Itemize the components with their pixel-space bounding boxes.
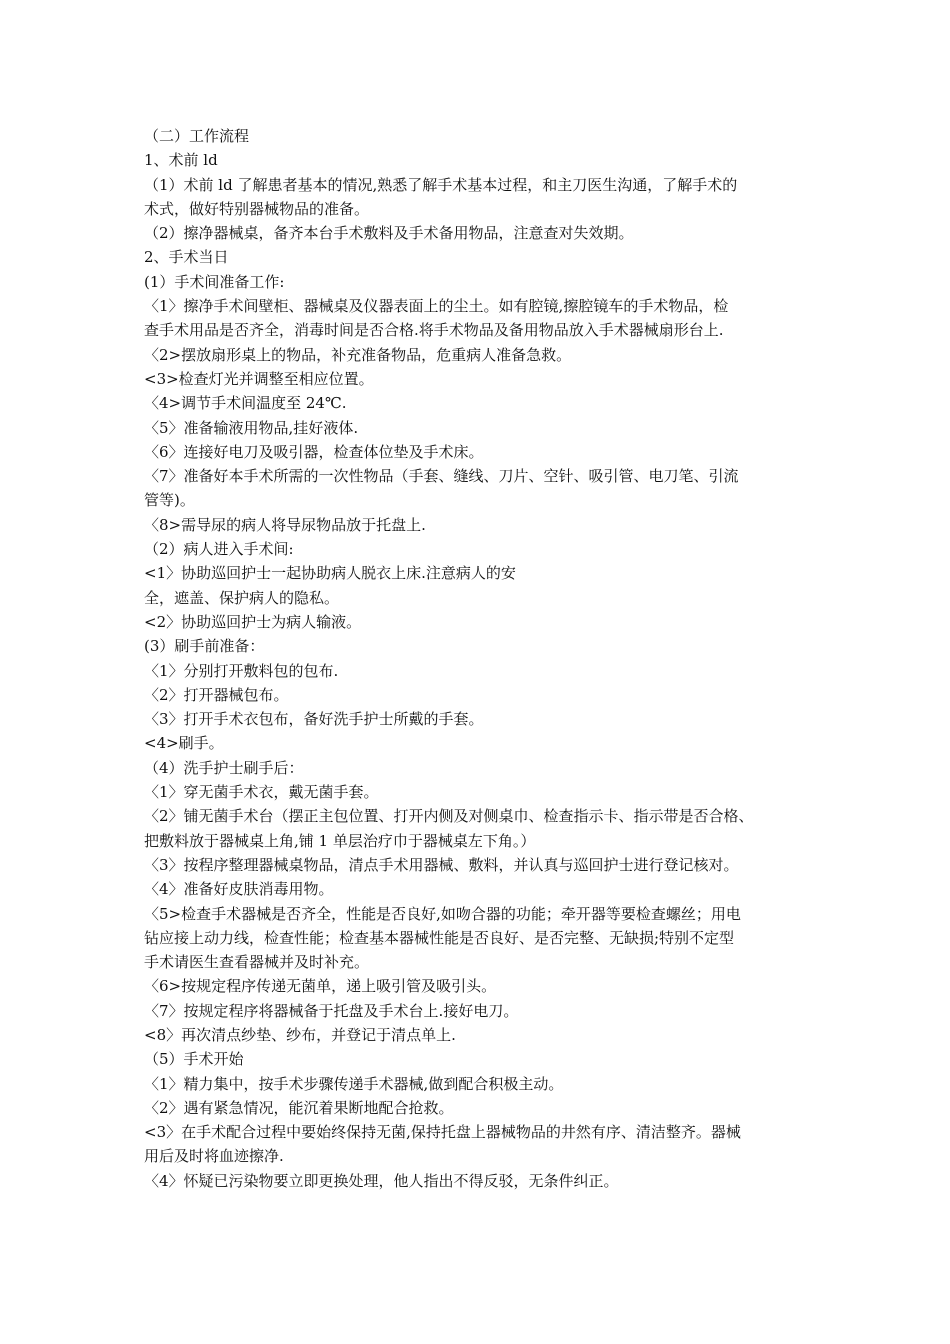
text-line: 〈7〉准备好本手术所需的一次性物品（手套、缝线、刀片、空针、吸引管、电刀笔、引流 bbox=[144, 467, 739, 486]
text-line: 〈6〉连接好电刀及吸引器，检查体位垫及手术床。 bbox=[144, 442, 484, 461]
text-line: 〈2〉铺无菌手术台（摆正主包位置、打开内侧及对侧桌巾、检查指示卡、指示带是否合格、 bbox=[144, 807, 754, 826]
document-body bbox=[144, 124, 812, 1193]
text-line: <2〉协助巡回护士为病人输液。 bbox=[144, 612, 362, 631]
text-line: 〈8>需导尿的病人将导尿物品放于托盘上. bbox=[144, 515, 426, 534]
text-line: （二）工作流程 bbox=[144, 127, 250, 145]
text-line: （1）术前 ld 了解患者基本的情况,熟悉了解手术基本过程，和主刀医生沟通，了解手术的 bbox=[144, 175, 738, 194]
text-line: 术式，做好特别器械物品的准备。 bbox=[144, 199, 370, 218]
text-line: (3）刷手前准备： bbox=[144, 637, 265, 656]
text-line: 〈2〉打开器械包布。 bbox=[144, 685, 289, 704]
text-line: 〈4>调节手术间温度至 24℃. bbox=[144, 394, 347, 413]
text-line: 〈2>摆放扇形桌上的物品，补充准备物品，危重病人准备急救。 bbox=[144, 345, 572, 364]
text-line: 〈7〉按规定程序将器械备于托盘及手术台上.接好电刀。 bbox=[144, 1001, 519, 1020]
text-line: 〈2〉遇有紧急情况，能沉着果断地配合抢救。 bbox=[144, 1098, 454, 1117]
text-line: 用后及时将血迹擦净. bbox=[144, 1147, 284, 1166]
text-line: 〈3〉按程序整理器械桌物品，清点手术用器械、敷料，并认真与巡回护士进行登记核对。 bbox=[144, 855, 739, 874]
text-line: 把敷料放于器械桌上角,铺 1 单层治疗巾于器械桌左下角。） bbox=[144, 831, 536, 850]
text-line: 〈4〉准备好皮肤消毒用物。 bbox=[144, 880, 334, 899]
text-line: （2）病人进入手术间: bbox=[144, 540, 294, 559]
text-line: <8〉再次清点纱垫、纱布，并登记于清点单上. bbox=[144, 1025, 456, 1044]
text-line: 2、手术当日 bbox=[144, 248, 229, 267]
text-line: 全，遮盖、保护病人的隐私。 bbox=[144, 588, 340, 607]
text-line: 〈1〉穿无菌手术衣，戴无菌手套。 bbox=[144, 783, 379, 802]
text-line: 〈1〉精力集中，按手术步骤传递手术器械,做到配合积极主动。 bbox=[144, 1074, 564, 1093]
text-line: 查手术用品是否齐全，消毒时间是否合格.将手术物品及备用物品放入手术器械扇形台上. bbox=[144, 321, 724, 340]
text-line: 手术请医生查看器械并及时补充。 bbox=[144, 953, 370, 972]
text-line: 〈6>按规定程序传递无菌单，递上吸引管及吸引头。 bbox=[144, 977, 497, 996]
text-line: <3〉在手术配合过程中要始终保持无菌,保持托盘上器械物品的井然有序、清洁整齐。器械 bbox=[144, 1123, 741, 1142]
text-line: （4）洗手护士刷手后： bbox=[144, 758, 304, 777]
text-line: （2）擦净器械桌，备齐本台手术敷料及手术备用物品，注意查对失效期。 bbox=[144, 224, 634, 243]
text-line: 〈5〉准备输液用物品,挂好液体. bbox=[144, 418, 359, 437]
text-line: 〈4〉怀疑已污染物要立即更换处理，他人指出不得反驳，无条件纠正。 bbox=[144, 1171, 619, 1190]
text-line: <4>刷手。 bbox=[144, 734, 224, 753]
text-line: <3>检查灯光并调整至相应位置。 bbox=[144, 369, 374, 388]
text-line: <1〉协助巡回护士一起协助病人脱衣上床.注意病人的安 bbox=[144, 564, 516, 583]
text-line: 管等)。 bbox=[144, 491, 195, 510]
text-line: 〈5>检查手术器械是否齐全，性能是否良好,如吻合器的功能；牵开器等要检查螺丝；用电 bbox=[144, 904, 741, 923]
text-line: 〈3〉打开手术衣包布，备好洗手护士所戴的手套。 bbox=[144, 710, 484, 729]
text-line: (1）手术间准备工作: bbox=[144, 272, 285, 291]
text-line: 〈1〉擦净手术间壁柜、器械桌及仪器表面上的尘土。如有腔镜,擦腔镜车的手术物品，检 bbox=[144, 297, 729, 316]
text-line: 〈1〉分别打开敷料包的包布. bbox=[144, 661, 339, 680]
text-line: 钻应接上动力线，检查性能；检查基本器械性能是否良好、是否完整、无缺损;特别不定型 bbox=[144, 928, 735, 947]
text-line: 1、术前 ld bbox=[144, 151, 218, 170]
text-line: （5）手术开始 bbox=[144, 1050, 244, 1069]
